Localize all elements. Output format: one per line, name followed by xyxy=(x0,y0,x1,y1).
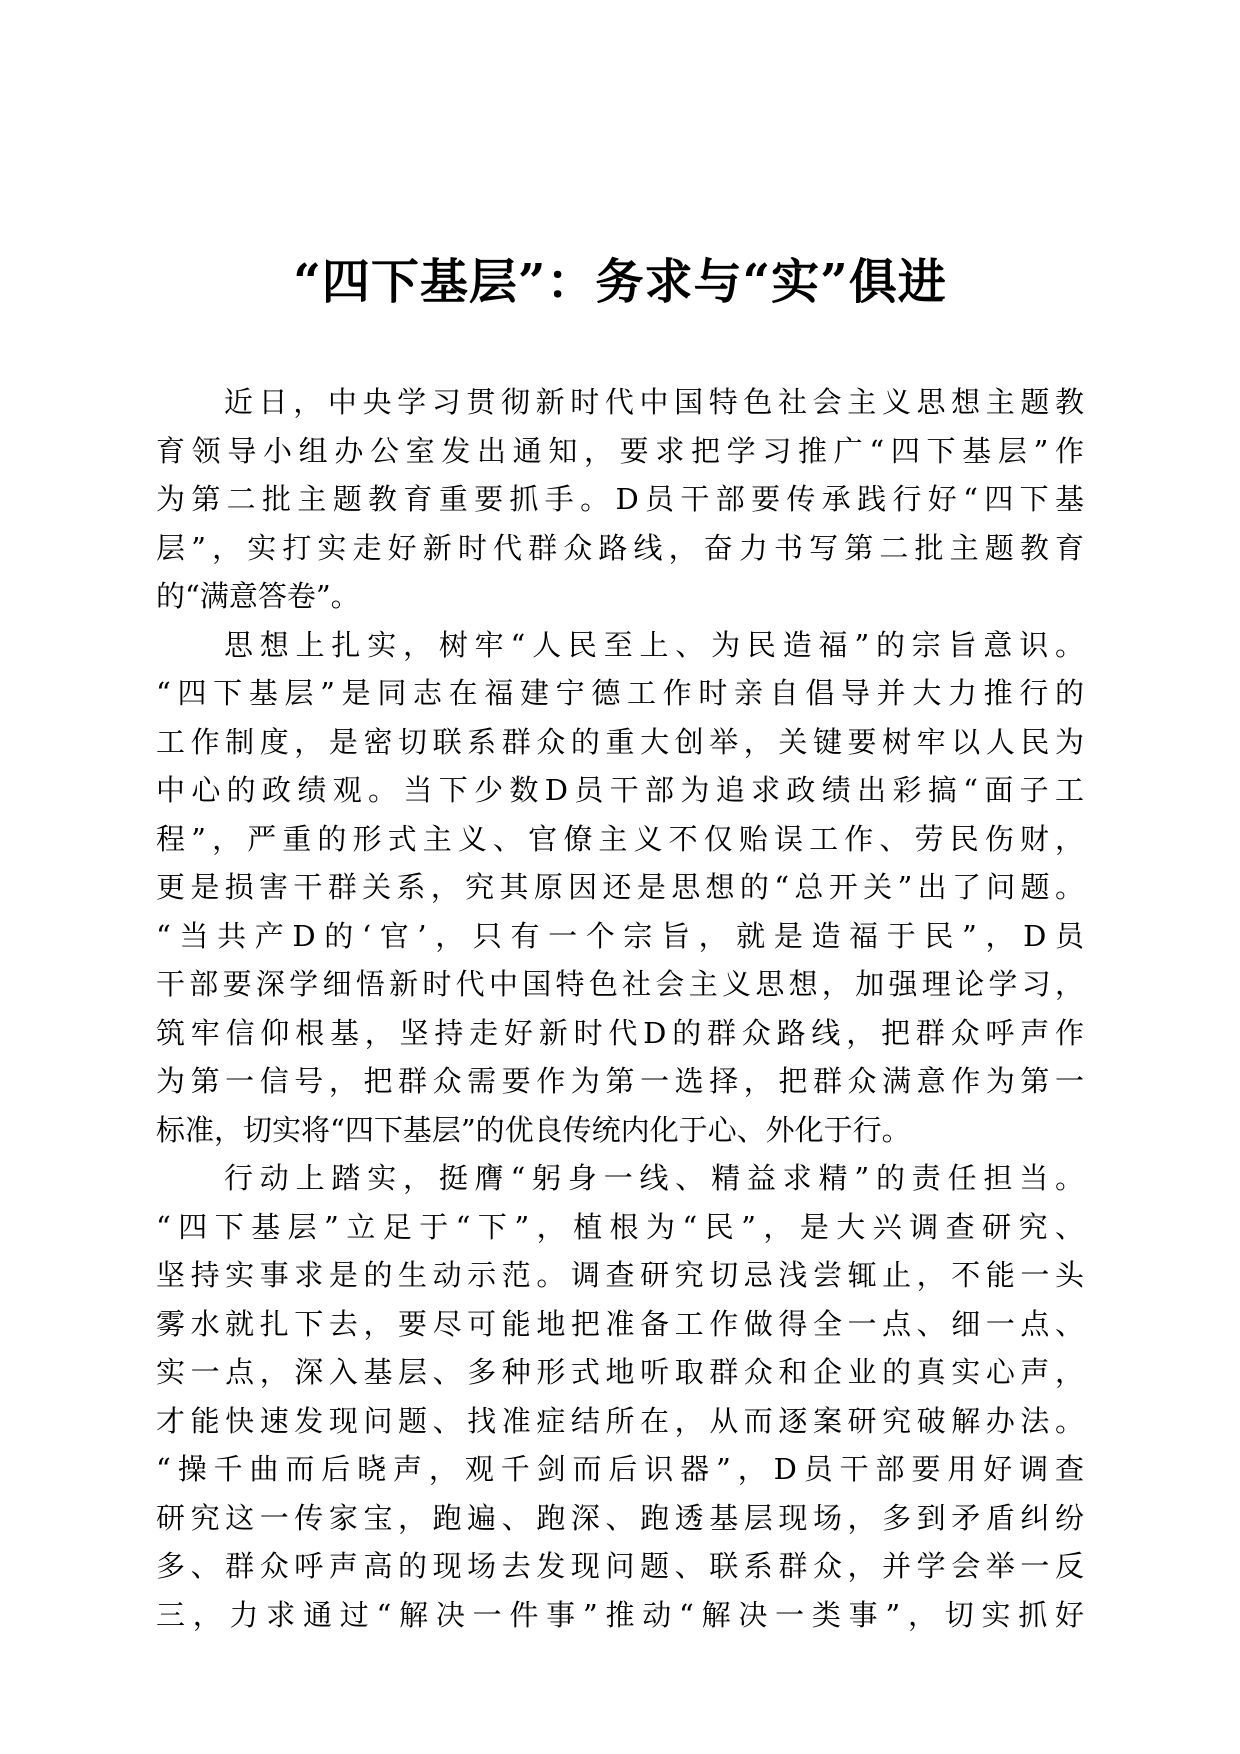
paragraph-3-line-5: 实一点，深入基层、多种形式地听取群众和企业的真实心声， xyxy=(156,1355,1084,1389)
paragraph-3-line-10: 三，力求通过“解决一件事”推动“解决一类事”，切实抓好 xyxy=(156,1597,1084,1632)
paragraph-2-line-9: 筑牢信仰根基，坚持走好新时代D的群众路线，把群众呼声作 xyxy=(156,1015,1084,1050)
paragraph-1-line-5: 的“满意答卷”。 xyxy=(156,579,360,613)
paragraph-2-line-5: 程”，严重的形式主义、官僚主义不仅贻误工作、劳民伤财， xyxy=(156,821,1084,856)
paragraph-2-line-7: “当共产D的‘官’，只有一个宗旨，就是造福于民”，D员 xyxy=(156,918,1084,953)
paragraph-1-line-3: 为第二批主题教育重要抓手。D员干部要传承践行好“四下基 xyxy=(156,482,1084,516)
paragraph-3-line-3: 坚持实事求是的生动示范。调查研究切忌浅尝辄止，不能一头 xyxy=(156,1258,1084,1292)
paragraph-1-line-1: 近日，中央学习贯彻新时代中国特色社会主义思想主题教 xyxy=(224,385,1084,419)
paragraph-3-line-7: “操千曲而后晓声，观千剑而后识器”，D员干部要用好调查 xyxy=(156,1452,1084,1486)
paragraph-2-line-2: “四下基层”是同志在福建宁德工作时亲自倡导并大力推行的 xyxy=(156,676,1084,710)
paragraph-3-line-6: 才能快速发现问题、找准症结所在，从而逐案研究破解办法。 xyxy=(156,1403,1084,1438)
paragraph-3-line-8: 研究这一传家宝，跑遍、跑深、跑透基层现场，多到矛盾纠纷 xyxy=(156,1500,1084,1535)
paragraph-2-line-10: 为第一信号，把群众需要作为第一选择，把群众满意作为第一 xyxy=(156,1064,1084,1098)
paragraph-2-line-1: 思想上扎实，树牢“人民至上、为民造福”的宗旨意识。 xyxy=(224,627,1084,662)
paragraph-3-line-1: 行动上踏实，挺膺“躬身一线、精益求精”的责任担当。 xyxy=(224,1161,1084,1195)
paragraph-2-line-3: 工作制度，是密切联系群众的重大创举，关键要树牢以人民为 xyxy=(156,724,1084,759)
paragraph-3-line-4: 雾水就扎下去，要尽可能地把准备工作做得全一点、细一点、 xyxy=(156,1306,1084,1341)
paragraph-1-line-4: 层”，实打实走好新时代群众路线，奋力书写第二批主题教育 xyxy=(156,530,1084,565)
paragraph-2-line-4: 中心的政绩观。当下少数D员干部为追求政绩出彩搞“面子工 xyxy=(156,773,1084,807)
paragraph-3-line-9: 多、群众呼声高的现场去发现问题、联系群众，并学会举一反 xyxy=(156,1549,1084,1583)
document-body xyxy=(156,378,1084,1639)
paragraph-3-line-2: “四下基层”立足于“下”，植根为“民”，是大兴调查研究、 xyxy=(156,1209,1084,1244)
paragraph-2-line-8: 干部要深学细悟新时代中国特色社会主义思想，加强理论学习， xyxy=(156,967,1084,1001)
document-title: “四下基层”：务求与“实”俱进 xyxy=(293,254,947,310)
paragraph-2-line-6: 更是损害干群关系，究其原因还是思想的“总开关”出了问题。 xyxy=(156,870,1084,904)
paragraph-2-line-11: 标准，切实将“四下基层”的优良传统内化于心、外化于行。 xyxy=(156,1112,911,1147)
paragraph-1-line-2: 育领导小组办公室发出通知，要求把学习推广“四下基层”作 xyxy=(156,433,1084,468)
